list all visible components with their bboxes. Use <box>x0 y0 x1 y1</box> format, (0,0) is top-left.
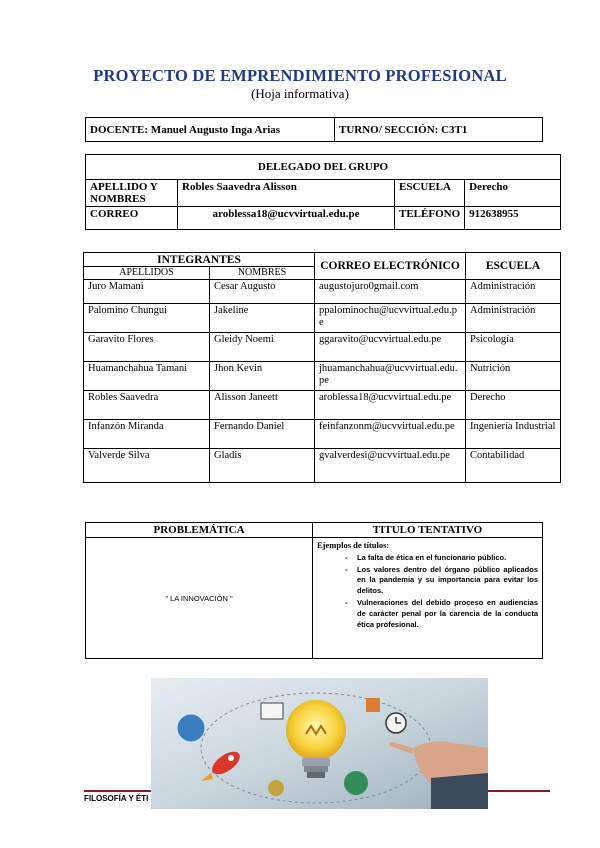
delegado-heading: DELEGADO DEL GRUPO <box>86 155 561 180</box>
nombres-cell: Gladis <box>210 449 315 483</box>
list-item: - Los valores dentro del órgano público aplicados en la pandemia y su importancia para evitar los delitos. <box>357 565 538 597</box>
innovation-image <box>151 678 488 809</box>
delegado-table <box>85 154 561 230</box>
escuela-cell: Psicología <box>466 333 561 362</box>
escuela-cell: Administración <box>466 280 561 304</box>
table-row <box>84 362 561 391</box>
table-row <box>84 280 561 304</box>
telefono-label: TELÉFONO <box>395 207 465 230</box>
nombres-cell: Cesar Augusto <box>210 280 315 304</box>
apellidos-cell: Robles Saavedra <box>84 391 210 420</box>
correo-cell: ppalominochu@ucvvirtual.edu.pe <box>315 304 466 333</box>
correo-cell: gvalverdesi@ucvvirtual.edu.pe <box>315 449 466 483</box>
integrantes-table <box>83 252 561 483</box>
page-title: PROYECTO DE EMPRENDIMIENTO PROFESIONAL <box>93 66 507 85</box>
coin-icon <box>268 780 284 796</box>
apellidos-cell: Infanzón Miranda <box>84 420 210 449</box>
escuela-cell: Ingeniería Industrial <box>466 420 561 449</box>
table-row <box>84 449 561 483</box>
apellido-value: Robles Saavedra Alisson <box>178 180 395 207</box>
nombres-col-header: NOMBRES <box>210 267 315 280</box>
escuela-cell: Contabilidad <box>466 449 561 483</box>
correo-cell: aroblessa18@ucvvirtual.edu.pe <box>315 391 466 420</box>
titulo-cell <box>313 538 543 659</box>
footer-text: FILOSOFÍA Y ÉTI <box>84 794 149 803</box>
correo-cell: jhuamanchahua@ucvvirtual.edu.pe <box>315 362 466 391</box>
table-row <box>84 420 561 449</box>
escuela-label: ESCUELA <box>395 180 465 207</box>
correo-cell: feinfanzonm@ucvvirtual.edu.pe <box>315 420 466 449</box>
correo-value: aroblessa18@ucvvirtual.edu.pe <box>178 207 395 230</box>
table-row <box>84 304 561 333</box>
integrantes-heading: INTEGRANTES <box>84 253 315 267</box>
problematica-heading: PROBLEMÁTICA <box>86 523 313 538</box>
apellidos-cell: Juro Mamani <box>84 280 210 304</box>
apellidos-cell: Valverde Silva <box>84 449 210 483</box>
apellidos-cell: Garavito Flores <box>84 333 210 362</box>
docente-cell: DOCENTE: Manuel Augusto Inga Arias <box>86 118 335 142</box>
chart-icon <box>366 698 380 712</box>
earth-icon <box>344 771 368 795</box>
tema-cell: " LA INNOVACIÓN " <box>86 538 313 659</box>
telefono-value: 912638955 <box>465 207 561 230</box>
page-subtitle: (Hoja informativa) <box>251 86 349 101</box>
escuela-col-header: ESCUELA <box>466 253 561 280</box>
nombres-cell: Alisson Janeett <box>210 391 315 420</box>
escuela-value: Derecho <box>465 180 561 207</box>
table-row <box>84 333 561 362</box>
list-item: - La falta de ética en el funcionario público. <box>357 553 538 564</box>
correo-cell: ggaravito@ucvvirtual.edu.pe <box>315 333 466 362</box>
titulo-heading: TITULO TENTATIVO <box>313 523 543 538</box>
docente-table <box>85 117 543 142</box>
turno-cell: TURNO/ SECCIÓN: C3T1 <box>335 118 543 142</box>
escuela-cell: Derecho <box>466 391 561 420</box>
apellidos-col-header: APELLIDOS <box>84 267 210 280</box>
problematica-table <box>85 522 543 659</box>
nombres-cell: Jakeline <box>210 304 315 333</box>
correo-cell: augustojuro0gmail.com <box>315 280 466 304</box>
escuela-cell: Administración <box>466 304 561 333</box>
table-row <box>84 391 561 420</box>
apellidos-cell: Palomino Chungui <box>84 304 210 333</box>
escuela-cell: Nutrición <box>466 362 561 391</box>
laptop-icon <box>261 703 283 719</box>
apellido-label: APELLIDO Y NOMBRES <box>86 180 178 207</box>
ejemplos-list <box>317 553 538 631</box>
nombres-cell: Fernando Daniel <box>210 420 315 449</box>
correo-col-header: CORREO ELECTRÓNICO <box>315 253 466 280</box>
nombres-cell: Jhon Kevin <box>210 362 315 391</box>
correo-label: CORREO <box>86 207 178 230</box>
innovation-illustration <box>151 678 488 809</box>
apellidos-cell: Huamanchahua Tamani <box>84 362 210 391</box>
nombres-cell: Gleidy Noemi <box>210 333 315 362</box>
list-item: - Vulneraciones del debido proceso en audiencias de carácter penal por la carencia de la conducta ética profesional. <box>357 598 538 630</box>
ejemplos-label: Ejemplos de títulos: <box>317 540 390 550</box>
